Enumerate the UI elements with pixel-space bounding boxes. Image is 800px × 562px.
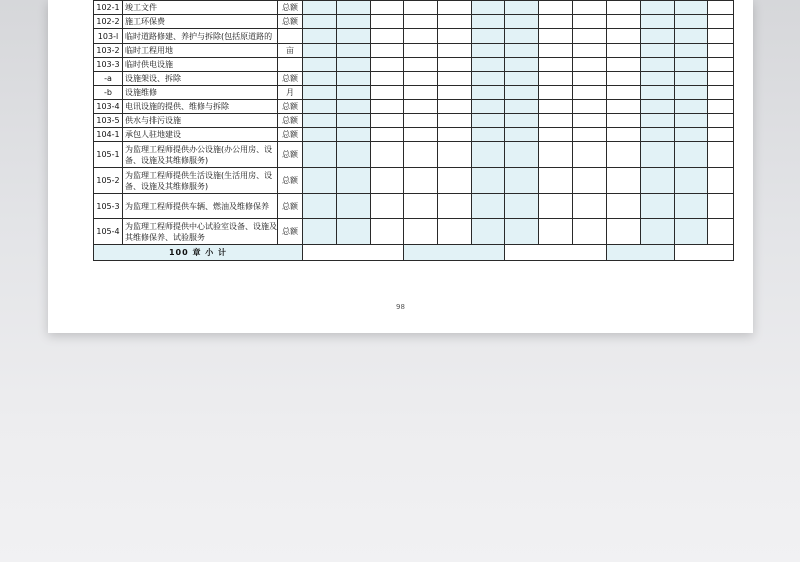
amount-cell xyxy=(641,194,675,219)
amount-cell xyxy=(472,1,505,15)
page-number: 98 xyxy=(396,303,405,311)
amount-cell xyxy=(607,114,641,128)
amount-cell xyxy=(404,100,438,114)
amount-cell xyxy=(573,58,607,72)
amount-cell xyxy=(539,1,573,15)
amount-cell xyxy=(607,142,641,168)
amount-cell xyxy=(337,44,371,58)
amount-cell xyxy=(641,15,675,29)
unit-cell xyxy=(278,58,303,72)
amount-cell xyxy=(438,72,472,86)
item-code-cell: 102-1 xyxy=(94,1,123,15)
table-row xyxy=(94,44,734,58)
amount-cell xyxy=(505,219,539,245)
table-row xyxy=(94,1,734,15)
item-code-cell: 103-2 xyxy=(94,44,123,58)
subtotal-amount-cell xyxy=(505,245,607,261)
item-name-cell: 供水与排污设施 xyxy=(123,114,278,128)
amount-cell xyxy=(573,194,607,219)
amount-cell xyxy=(303,72,337,86)
amount-cell xyxy=(472,194,505,219)
amount-cell xyxy=(539,168,573,194)
amount-cell xyxy=(505,29,539,44)
amount-cell xyxy=(371,58,404,72)
amount-cell xyxy=(708,15,734,29)
amount-cell xyxy=(371,168,404,194)
amount-cell xyxy=(404,29,438,44)
table-row xyxy=(94,29,734,44)
amount-cell xyxy=(438,114,472,128)
amount-cell xyxy=(404,1,438,15)
unit-cell: 月 xyxy=(278,86,303,100)
amount-cell xyxy=(404,168,438,194)
amount-cell xyxy=(675,168,708,194)
item-code-cell: 105-1 xyxy=(94,142,123,168)
amount-cell xyxy=(607,58,641,72)
amount-cell xyxy=(675,29,708,44)
amount-cell xyxy=(607,100,641,114)
amount-cell xyxy=(675,72,708,86)
table-row xyxy=(94,142,734,168)
amount-cell xyxy=(371,114,404,128)
amount-cell xyxy=(371,29,404,44)
amount-cell xyxy=(641,29,675,44)
amount-cell xyxy=(641,142,675,168)
amount-cell xyxy=(303,86,337,100)
amount-cell xyxy=(472,219,505,245)
amount-cell xyxy=(607,128,641,142)
item-code-cell: 105-4 xyxy=(94,219,123,245)
amount-cell xyxy=(337,142,371,168)
amount-cell xyxy=(337,29,371,44)
amount-cell xyxy=(438,1,472,15)
amount-cell xyxy=(472,29,505,44)
amount-cell xyxy=(303,100,337,114)
amount-cell xyxy=(675,86,708,100)
unit-cell: 总额 xyxy=(278,128,303,142)
amount-cell xyxy=(641,72,675,86)
amount-cell xyxy=(539,86,573,100)
amount-cell xyxy=(708,1,734,15)
amount-cell xyxy=(505,114,539,128)
item-code-cell: 105-3 xyxy=(94,194,123,219)
amount-cell xyxy=(438,219,472,245)
amount-cell xyxy=(371,1,404,15)
amount-cell xyxy=(472,142,505,168)
amount-cell xyxy=(573,72,607,86)
amount-cell xyxy=(438,86,472,100)
amount-cell xyxy=(539,15,573,29)
amount-cell xyxy=(371,219,404,245)
amount-cell xyxy=(573,1,607,15)
unit-cell: 总额 xyxy=(278,168,303,194)
amount-cell xyxy=(607,194,641,219)
item-code-cell: 103-3 xyxy=(94,58,123,72)
amount-cell xyxy=(573,44,607,58)
amount-cell xyxy=(505,100,539,114)
amount-cell xyxy=(404,128,438,142)
amount-cell xyxy=(573,219,607,245)
amount-cell xyxy=(641,44,675,58)
amount-cell xyxy=(539,114,573,128)
item-name-cell: 临时工程用地 xyxy=(123,44,278,58)
table-row xyxy=(94,100,734,114)
amount-cell xyxy=(337,194,371,219)
amount-cell xyxy=(505,1,539,15)
amount-cell xyxy=(303,29,337,44)
amount-cell xyxy=(675,114,708,128)
amount-cell xyxy=(438,15,472,29)
amount-cell xyxy=(675,128,708,142)
amount-cell xyxy=(573,114,607,128)
item-name-cell: 临时供电设施 xyxy=(123,58,278,72)
unit-cell: 总额 xyxy=(278,100,303,114)
amount-cell xyxy=(607,72,641,86)
item-name-cell: 承包人驻地建设 xyxy=(123,128,278,142)
subtotal-amount-cell xyxy=(303,245,404,261)
amount-cell xyxy=(708,29,734,44)
document-page xyxy=(48,0,753,333)
amount-cell xyxy=(607,1,641,15)
amount-cell xyxy=(708,168,734,194)
item-code-cell: 103-5 xyxy=(94,114,123,128)
subtotal-amount-cell xyxy=(404,245,505,261)
amount-cell xyxy=(573,29,607,44)
subtotal-row xyxy=(94,245,734,261)
amount-cell xyxy=(404,86,438,100)
amount-cell xyxy=(371,44,404,58)
amount-cell xyxy=(371,194,404,219)
amount-cell xyxy=(337,1,371,15)
amount-cell xyxy=(675,1,708,15)
item-name-cell: 为监理工程师提供车辆、燃油及维修保养 xyxy=(123,194,278,219)
amount-cell xyxy=(371,72,404,86)
amount-cell xyxy=(505,72,539,86)
unit-cell xyxy=(278,29,303,44)
amount-cell xyxy=(337,72,371,86)
amount-cell xyxy=(675,142,708,168)
amount-cell xyxy=(472,44,505,58)
amount-cell xyxy=(303,128,337,142)
amount-cell xyxy=(675,15,708,29)
table-row xyxy=(94,219,734,245)
amount-cell xyxy=(641,58,675,72)
amount-cell xyxy=(573,100,607,114)
amount-cell xyxy=(438,58,472,72)
amount-cell xyxy=(472,15,505,29)
amount-cell xyxy=(438,100,472,114)
amount-cell xyxy=(708,58,734,72)
item-name-cell: 设施维修 xyxy=(123,86,278,100)
amount-cell xyxy=(472,86,505,100)
unit-cell: 总额 xyxy=(278,1,303,15)
amount-cell xyxy=(607,15,641,29)
amount-cell xyxy=(337,58,371,72)
amount-cell xyxy=(404,44,438,58)
amount-cell xyxy=(505,194,539,219)
table-row xyxy=(94,58,734,72)
amount-cell xyxy=(641,128,675,142)
amount-cell xyxy=(505,168,539,194)
amount-cell xyxy=(472,128,505,142)
amount-cell xyxy=(337,219,371,245)
amount-cell xyxy=(607,219,641,245)
table-row xyxy=(94,128,734,142)
unit-cell: 总额 xyxy=(278,142,303,168)
amount-cell xyxy=(708,86,734,100)
table-row xyxy=(94,114,734,128)
amount-cell xyxy=(303,15,337,29)
amount-cell xyxy=(404,15,438,29)
amount-cell xyxy=(505,86,539,100)
amount-cell xyxy=(539,58,573,72)
amount-cell xyxy=(573,128,607,142)
item-code-cell: 105-2 xyxy=(94,168,123,194)
amount-cell xyxy=(404,142,438,168)
unit-cell: 总额 xyxy=(278,219,303,245)
amount-cell xyxy=(404,194,438,219)
amount-cell xyxy=(303,58,337,72)
amount-cell xyxy=(404,114,438,128)
amount-cell xyxy=(708,219,734,245)
amount-cell xyxy=(472,58,505,72)
item-name-cell: 施工环保费 xyxy=(123,15,278,29)
amount-cell xyxy=(371,100,404,114)
amount-cell xyxy=(438,29,472,44)
amount-cell xyxy=(573,15,607,29)
subtotal-amount-cell xyxy=(675,245,734,261)
amount-cell xyxy=(641,219,675,245)
amount-cell xyxy=(607,29,641,44)
amount-cell xyxy=(708,100,734,114)
item-code-cell: 104-1 xyxy=(94,128,123,142)
amount-cell xyxy=(539,44,573,58)
item-name-cell: 设施架设、拆除 xyxy=(123,72,278,86)
amount-cell xyxy=(539,100,573,114)
table-row xyxy=(94,86,734,100)
amount-cell xyxy=(641,86,675,100)
amount-cell xyxy=(438,142,472,168)
amount-cell xyxy=(472,72,505,86)
amount-cell xyxy=(303,168,337,194)
amount-cell xyxy=(371,128,404,142)
unit-cell: 亩 xyxy=(278,44,303,58)
amount-cell xyxy=(573,168,607,194)
amount-cell xyxy=(675,219,708,245)
amount-cell xyxy=(675,100,708,114)
amount-cell xyxy=(505,15,539,29)
item-name-cell: 临时道路修建、养护与拆除(包括原道路的 xyxy=(123,29,278,44)
amount-cell xyxy=(607,44,641,58)
unit-cell: 总额 xyxy=(278,114,303,128)
amount-cell xyxy=(505,44,539,58)
amount-cell xyxy=(708,44,734,58)
amount-cell xyxy=(505,142,539,168)
amount-cell xyxy=(404,58,438,72)
amount-cell xyxy=(708,194,734,219)
amount-cell xyxy=(404,219,438,245)
amount-cell xyxy=(539,142,573,168)
item-code-cell: 103-l xyxy=(94,29,123,44)
table-row xyxy=(94,194,734,219)
amount-cell xyxy=(641,1,675,15)
amount-cell xyxy=(573,86,607,100)
bill-of-quantities-table xyxy=(93,0,734,261)
amount-cell xyxy=(303,219,337,245)
item-name-cell: 为监理工程师提供生活设施(生活用房、设备、设施及其维修服务) xyxy=(123,168,278,194)
subtotal-label: 100 章 小 计 xyxy=(94,245,303,261)
unit-cell: 总额 xyxy=(278,15,303,29)
item-name-cell: 为监理工程师提供中心试验室设备、设施及其维修保养、试验服务 xyxy=(123,219,278,245)
amount-cell xyxy=(505,58,539,72)
amount-cell xyxy=(438,128,472,142)
amount-cell xyxy=(337,128,371,142)
amount-cell xyxy=(539,194,573,219)
amount-cell xyxy=(337,114,371,128)
amount-cell xyxy=(472,168,505,194)
amount-cell xyxy=(337,168,371,194)
amount-cell xyxy=(539,219,573,245)
amount-cell xyxy=(539,72,573,86)
amount-cell xyxy=(641,100,675,114)
amount-cell xyxy=(573,142,607,168)
amount-cell xyxy=(438,44,472,58)
amount-cell xyxy=(303,114,337,128)
amount-cell xyxy=(675,58,708,72)
subtotal-amount-cell xyxy=(607,245,675,261)
amount-cell xyxy=(539,29,573,44)
item-name-cell: 电讯设施的提供、维修与拆除 xyxy=(123,100,278,114)
amount-cell xyxy=(708,72,734,86)
amount-cell xyxy=(641,114,675,128)
amount-cell xyxy=(303,142,337,168)
amount-cell xyxy=(303,194,337,219)
amount-cell xyxy=(438,194,472,219)
amount-cell xyxy=(675,194,708,219)
amount-cell xyxy=(337,100,371,114)
item-code-cell: 103-4 xyxy=(94,100,123,114)
unit-cell: 总额 xyxy=(278,72,303,86)
amount-cell xyxy=(472,100,505,114)
amount-cell xyxy=(607,86,641,100)
item-code-cell: -a xyxy=(94,72,123,86)
item-code-cell: -b xyxy=(94,86,123,100)
amount-cell xyxy=(708,128,734,142)
amount-cell xyxy=(641,168,675,194)
item-name-cell: 竣工文件 xyxy=(123,1,278,15)
table-row xyxy=(94,15,734,29)
amount-cell xyxy=(708,142,734,168)
amount-cell xyxy=(303,1,337,15)
amount-cell xyxy=(539,128,573,142)
amount-cell xyxy=(438,168,472,194)
amount-cell xyxy=(708,114,734,128)
amount-cell xyxy=(371,86,404,100)
amount-cell xyxy=(337,15,371,29)
item-code-cell: 102-2 xyxy=(94,15,123,29)
amount-cell xyxy=(303,44,337,58)
table-row xyxy=(94,168,734,194)
amount-cell xyxy=(371,142,404,168)
amount-cell xyxy=(472,114,505,128)
amount-cell xyxy=(607,168,641,194)
item-name-cell: 为监理工程师提供办公设施(办公用房、设备、设施及其维修服务) xyxy=(123,142,278,168)
amount-cell xyxy=(675,44,708,58)
amount-cell xyxy=(337,86,371,100)
amount-cell xyxy=(404,72,438,86)
unit-cell: 总额 xyxy=(278,194,303,219)
amount-cell xyxy=(505,128,539,142)
table-row xyxy=(94,72,734,86)
amount-cell xyxy=(371,15,404,29)
